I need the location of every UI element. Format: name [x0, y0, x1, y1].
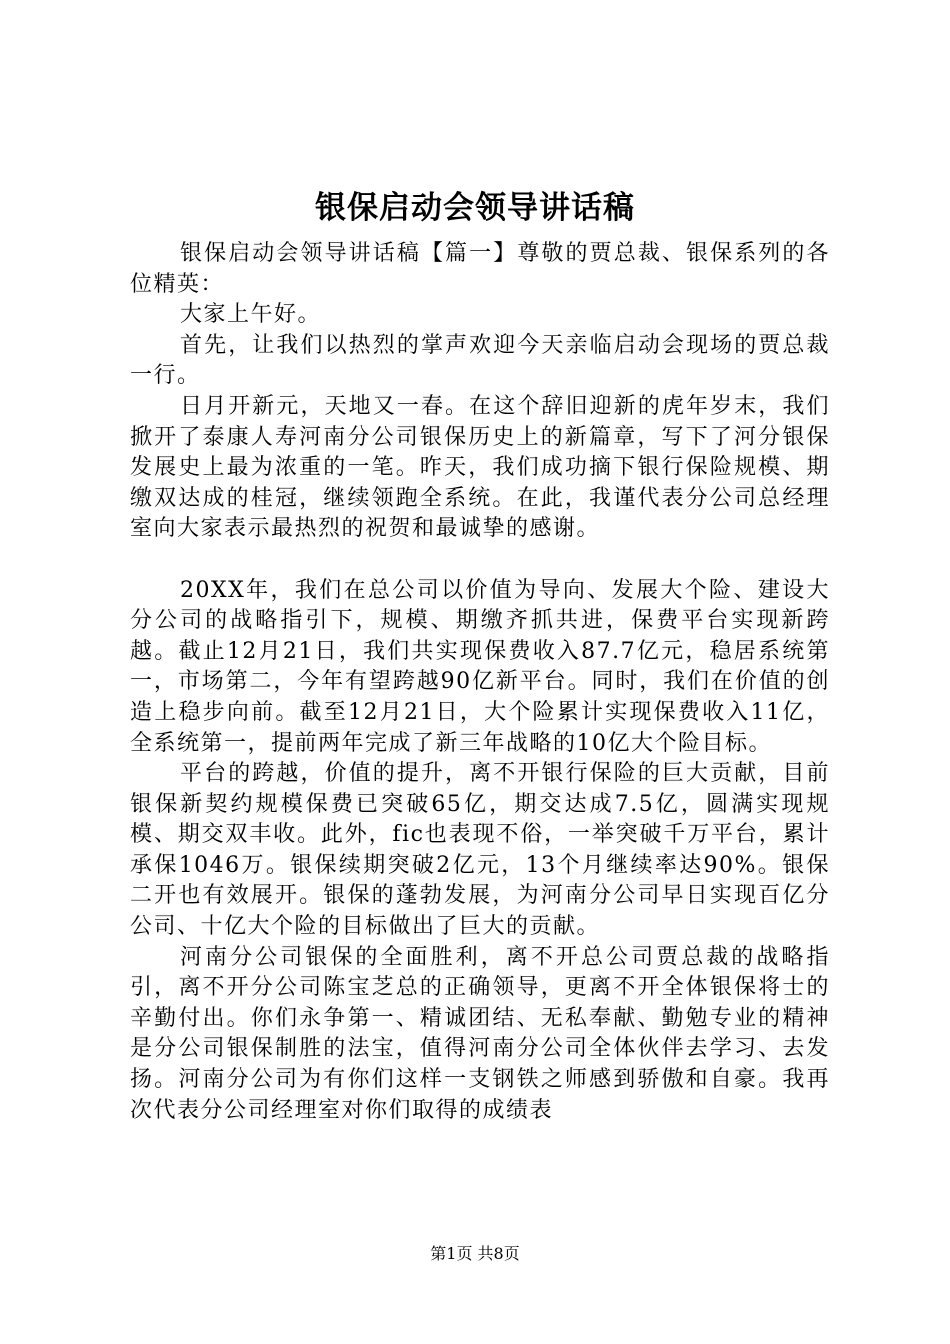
paragraph-bancassurance-contribution: 平台的跨越，价值的提升，离不开银行保险的巨大贡献，目前银保新契约规模保费已突破65亿，期交达成7.5亿，圆满实现规模、期交双丰收。此外，fic也表现不俗，一举突破千万平台，累计承保1046万。银保续期突破2亿元，13个月继续率达90%。银保二开也有效展开。银保的蓬勃发展，为河南分公司早日实现百亿分公司、十亿大个险的目标做出了巨大的贡献。 [130, 761, 830, 940]
paragraph-new-year: 日月开新元，天地又一春。在这个辞旧迎新的虎年岁末，我们掀开了泰康人寿河南分公司银保历史上的新篇章，写下了河分银保发展史上最为浓重的一笔。昨天，我们成功摘下银行保险规模、期缴双达成的桂冠，继续领跑全系统。在此，我谨代表分公司总经理室向大家表示最热烈的祝贺和最诚挚的感谢。 [130, 393, 830, 542]
paragraph-welcome: 首先，让我们以热烈的掌声欢迎今天亲临启动会现场的贾总裁一行。 [130, 332, 830, 389]
page-number-footer: 第1页 共8页 [430, 1244, 520, 1263]
document-body [130, 239, 830, 1126]
paragraph-spacer [130, 545, 830, 576]
paragraph-acknowledgement: 河南分公司银保的全面胜利，离不开总公司贾总裁的战略指引，离不开分公司陈宝芝总的正确领导，更离不开全体银保将士的辛勤付出。你们永争第一、精诚团结、无私奉献、勤勉专业的精神是分公司银保制胜的法宝，值得河南分公司全体伙伴去学习、去发扬。河南分公司为有你们这样一支钢铁之师感到骄傲和自豪。我再次代表分公司经理室对你们取得的成绩表 [130, 944, 830, 1123]
paragraph-good-morning: 大家上午好。 [180, 302, 322, 328]
document-title: 银保启动会领导讲话稿 [315, 190, 635, 226]
paragraph-annual-results: 20XX年，我们在总公司以价值为导向、发展大个险、建设大分公司的战略指引下，规模、期缴齐抓共进，保费平台实现新跨越。截止12月21日，我们共实现保费收入87.7亿元，稳居系统第一，市场第二，今年有望跨越90亿新平台。同时，我们在价值的创造上稳步向前。截至12月21日，大个险累计实现保费收入11亿，全系统第一，提前两年完成了新三年战略的10亿大个险目标。 [130, 577, 830, 756]
paragraph-greeting: 银保启动会领导讲话稿【篇一】尊敬的贾总裁、银保系列的各位精英： [130, 241, 830, 297]
